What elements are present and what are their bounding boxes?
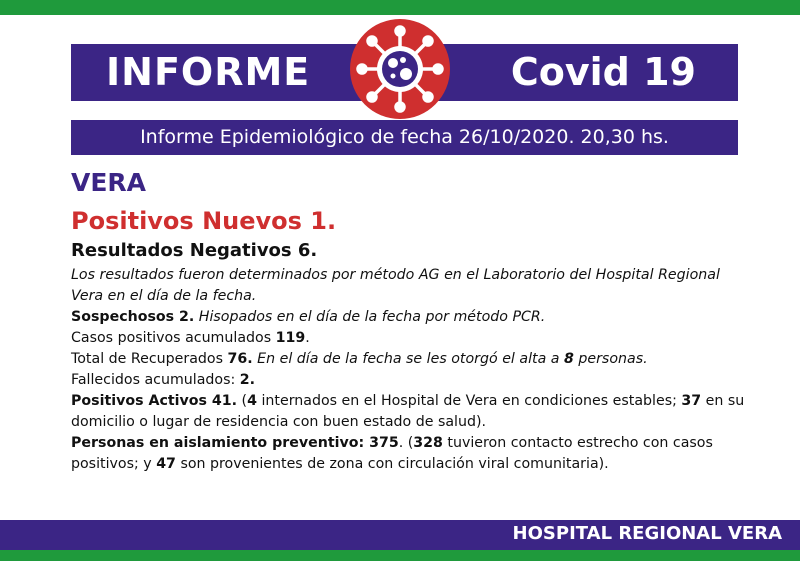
metodo-text: Los resultados fueron determinados por método AG en el Laboratorio del Hospital Regional Vera en el día de la fecha. — [71, 267, 720, 304]
resultados-negativos: Resultados Negativos 6. — [71, 240, 318, 261]
place-heading: VERA — [71, 168, 147, 197]
fallecidos-label: Fallecidos acumulados: — [71, 372, 240, 388]
fallecidos-value: 2. — [239, 372, 256, 388]
recuperados-count: 8 — [563, 351, 574, 367]
recuperados-line — [71, 349, 751, 370]
activos-t3: en su domicilio o lugar de residencia con buen estado de salud). — [71, 393, 745, 430]
aislamiento-t3: son provenientes de zona con circulación viral comunitaria). — [175, 456, 609, 472]
casos-end: . — [305, 330, 310, 346]
banner-covid-title: Covid 19 — [510, 50, 696, 94]
top-green-band — [0, 0, 800, 15]
aislamiento-label: Personas en aislamiento preventivo: 375 — [71, 435, 399, 451]
activos-internados: 4 — [247, 393, 257, 409]
positivos-nuevos: Positivos Nuevos 1. — [71, 207, 337, 235]
fallecidos-line — [71, 370, 751, 391]
coronavirus-icon — [348, 17, 452, 121]
banner-informe-title: INFORME — [106, 50, 311, 94]
report-date-bar: Informe Epidemiológico de fecha 26/10/2020. 20,30 hs. — [71, 120, 738, 155]
bottom-green-band — [0, 550, 800, 561]
recuperados-end: personas. — [573, 351, 648, 367]
activos-domicilio: 37 — [681, 393, 702, 409]
aislamiento-t2: tuvieron contacto estrecho con casos positivos; y — [71, 435, 713, 472]
recuperados-text: En el día de la fecha se les otorgó el alta a — [252, 351, 564, 367]
activos-line — [71, 391, 751, 433]
aislamiento-contacto: 328 — [413, 435, 443, 451]
casos-line — [71, 328, 751, 349]
aislamiento-t1: . ( — [398, 435, 414, 451]
footer-bar — [0, 520, 800, 550]
aislamiento-line — [71, 433, 751, 475]
casos-label: Casos positivos acumulados — [71, 330, 276, 346]
sospechosos-line — [71, 307, 751, 328]
recuperados-value: 76. — [227, 351, 253, 367]
recuperados-label: Total de Recuperados — [71, 351, 228, 367]
casos-value: 119 — [275, 330, 306, 346]
hospital-name: HOSPITAL REGIONAL VERA — [512, 523, 782, 544]
sospechosos-label: Sospechosos 2. — [71, 309, 195, 325]
activos-t1: ( — [237, 393, 248, 409]
aislamiento-zona: 47 — [156, 456, 176, 472]
sospechosos-text: Hisopados en el día de la fecha por método PCR. — [194, 309, 546, 325]
report-content — [71, 168, 751, 475]
activos-label: Positivos Activos 41. — [71, 393, 238, 409]
activos-t2: internados en el Hospital de Vera en condiciones estables; — [256, 393, 682, 409]
